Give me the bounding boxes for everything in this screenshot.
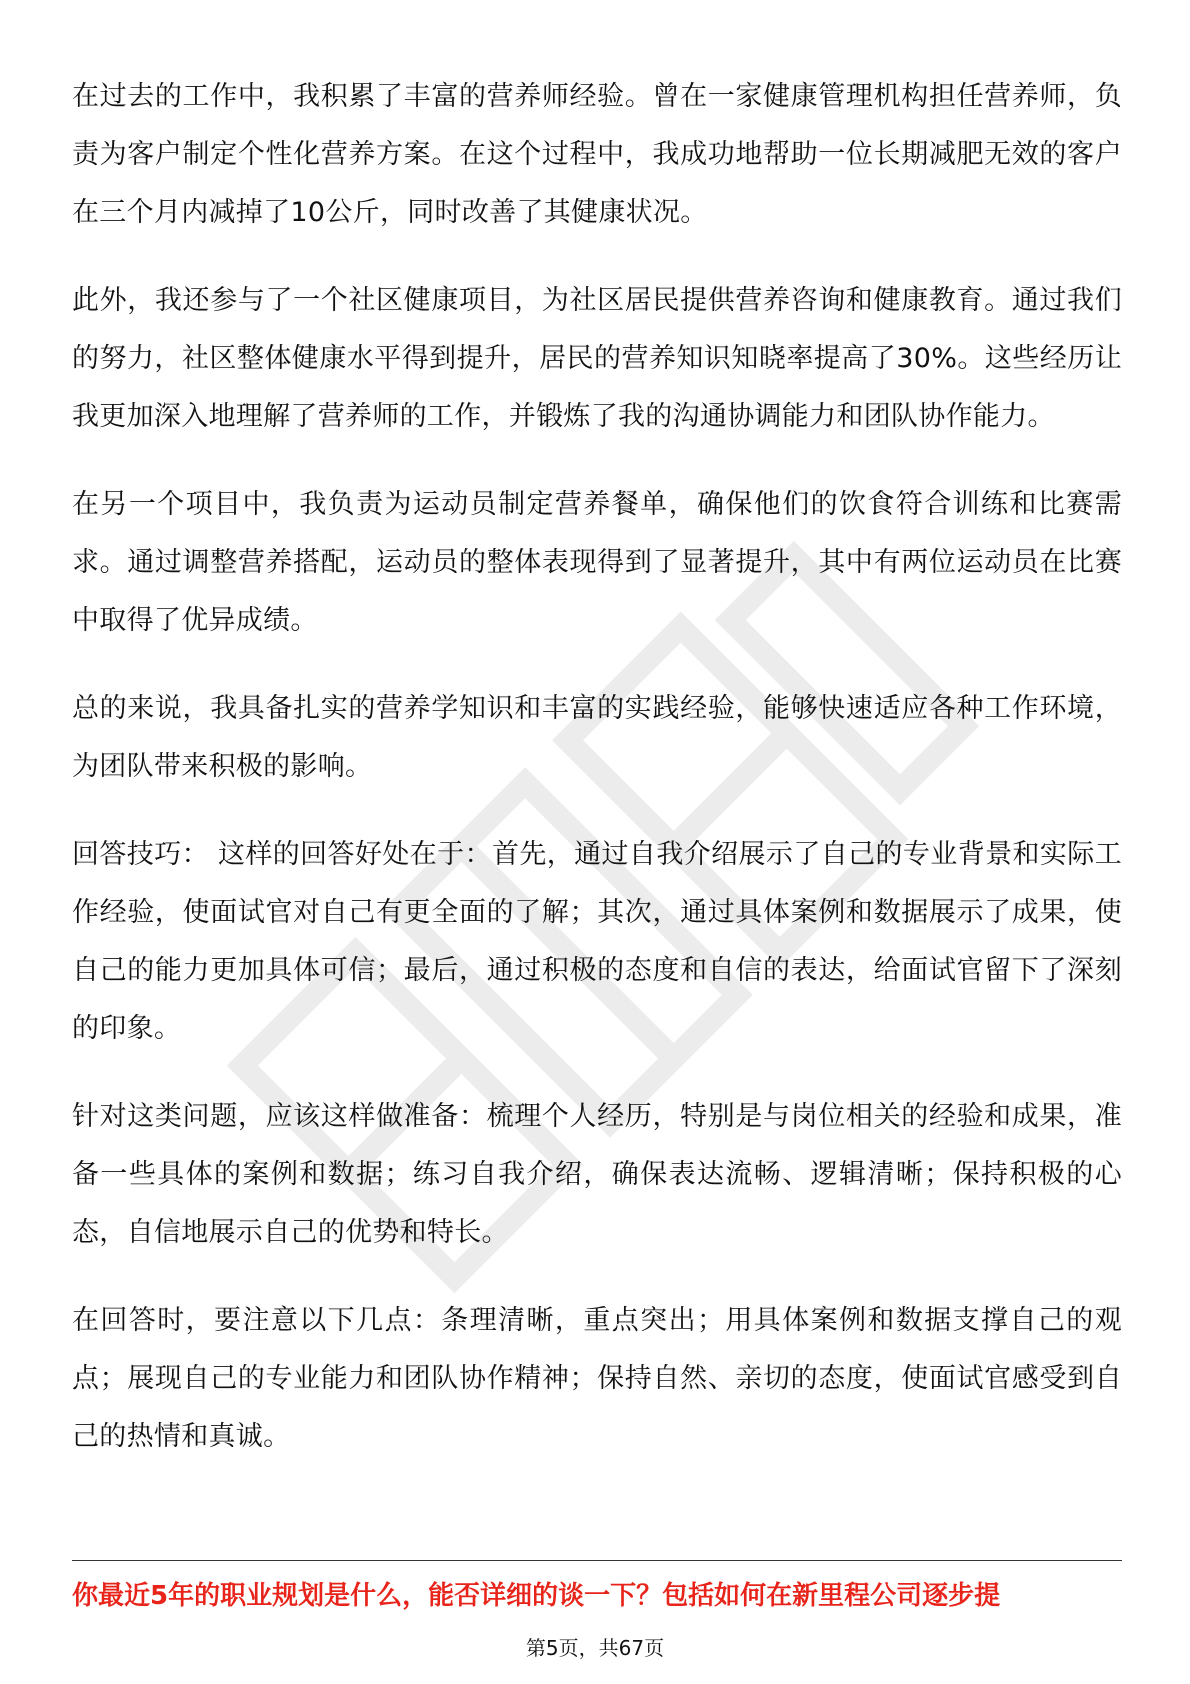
paragraph-summary: 总的来说，我具备扎实的营养学知识和丰富的实践经验，能够快速适应各种工作环境，为团队带来积极的影响。 (72, 693, 1122, 782)
paragraph-preparation: 针对这类问题，应该这样做准备：梳理个人经历，特别是与岗位相关的经验和成果，准备一些具体的案例和数据；练习自我介绍，确保表达流畅、逻辑清晰；保持积极的心态，自信地展示自己的优势和特长。 (72, 1101, 1122, 1248)
paragraph-attention-points: 在回答时，要注意以下几点：条理清晰，重点突出；用具体案例和数据支撑自己的观点；展现自己的专业能力和团队协作精神；保持自然、亲切的态度，使面试官感受到自己的热情和真诚。 (72, 1305, 1122, 1452)
paragraph-experience: 在过去的工作中，我积累了丰富的营养师经验。曾在一家健康管理机构担任营养师，负责为客户制定个性化营养方案。在这个过程中，我成功地帮助一位长期减肥无效的客户在三个月内减掉了10公斤，同时改善了其健康状况。 (72, 81, 1122, 228)
main-content (72, 20, 1122, 1496)
next-question-heading: 你最近5年的职业规划是什么，能否详细的谈一下？包括如何在新里程公司逐步提 (72, 1581, 1001, 1611)
page-indicator: 第5页，共67页 (525, 1636, 665, 1660)
paragraph-answer-tips: 回答技巧： 这样的回答好处在于：首先，通过自我介绍展示了自己的专业背景和实际工作经验，使面试官对自己有更全面的了解；其次，通过具体案例和数据展示了成果，使自己的能力更加具体可信；最后，通过积极的态度和自信的表达，给面试官留下了深刻的印象。 (72, 839, 1122, 1044)
paragraph-community-project: 此外，我还参与了一个社区健康项目，为社区居民提供营养咨询和健康教育。通过我们的努力，社区整体健康水平得到提升，居民的营养知识知晓率提高了30%。这些经历让我更加深入地理解了营养师的工作，并锻炼了我的沟通协调能力和团队协作能力。 (72, 285, 1122, 432)
paragraph-athlete-project: 在另一个项目中，我负责为运动员制定营养餐单，确保他们的饮食符合训练和比赛需求。通过调整营养搭配，运动员的整体表现得到了显著提升，其中有两位运动员在比赛中取得了优异成绩。 (72, 489, 1122, 636)
section-divider (72, 1560, 1122, 1561)
